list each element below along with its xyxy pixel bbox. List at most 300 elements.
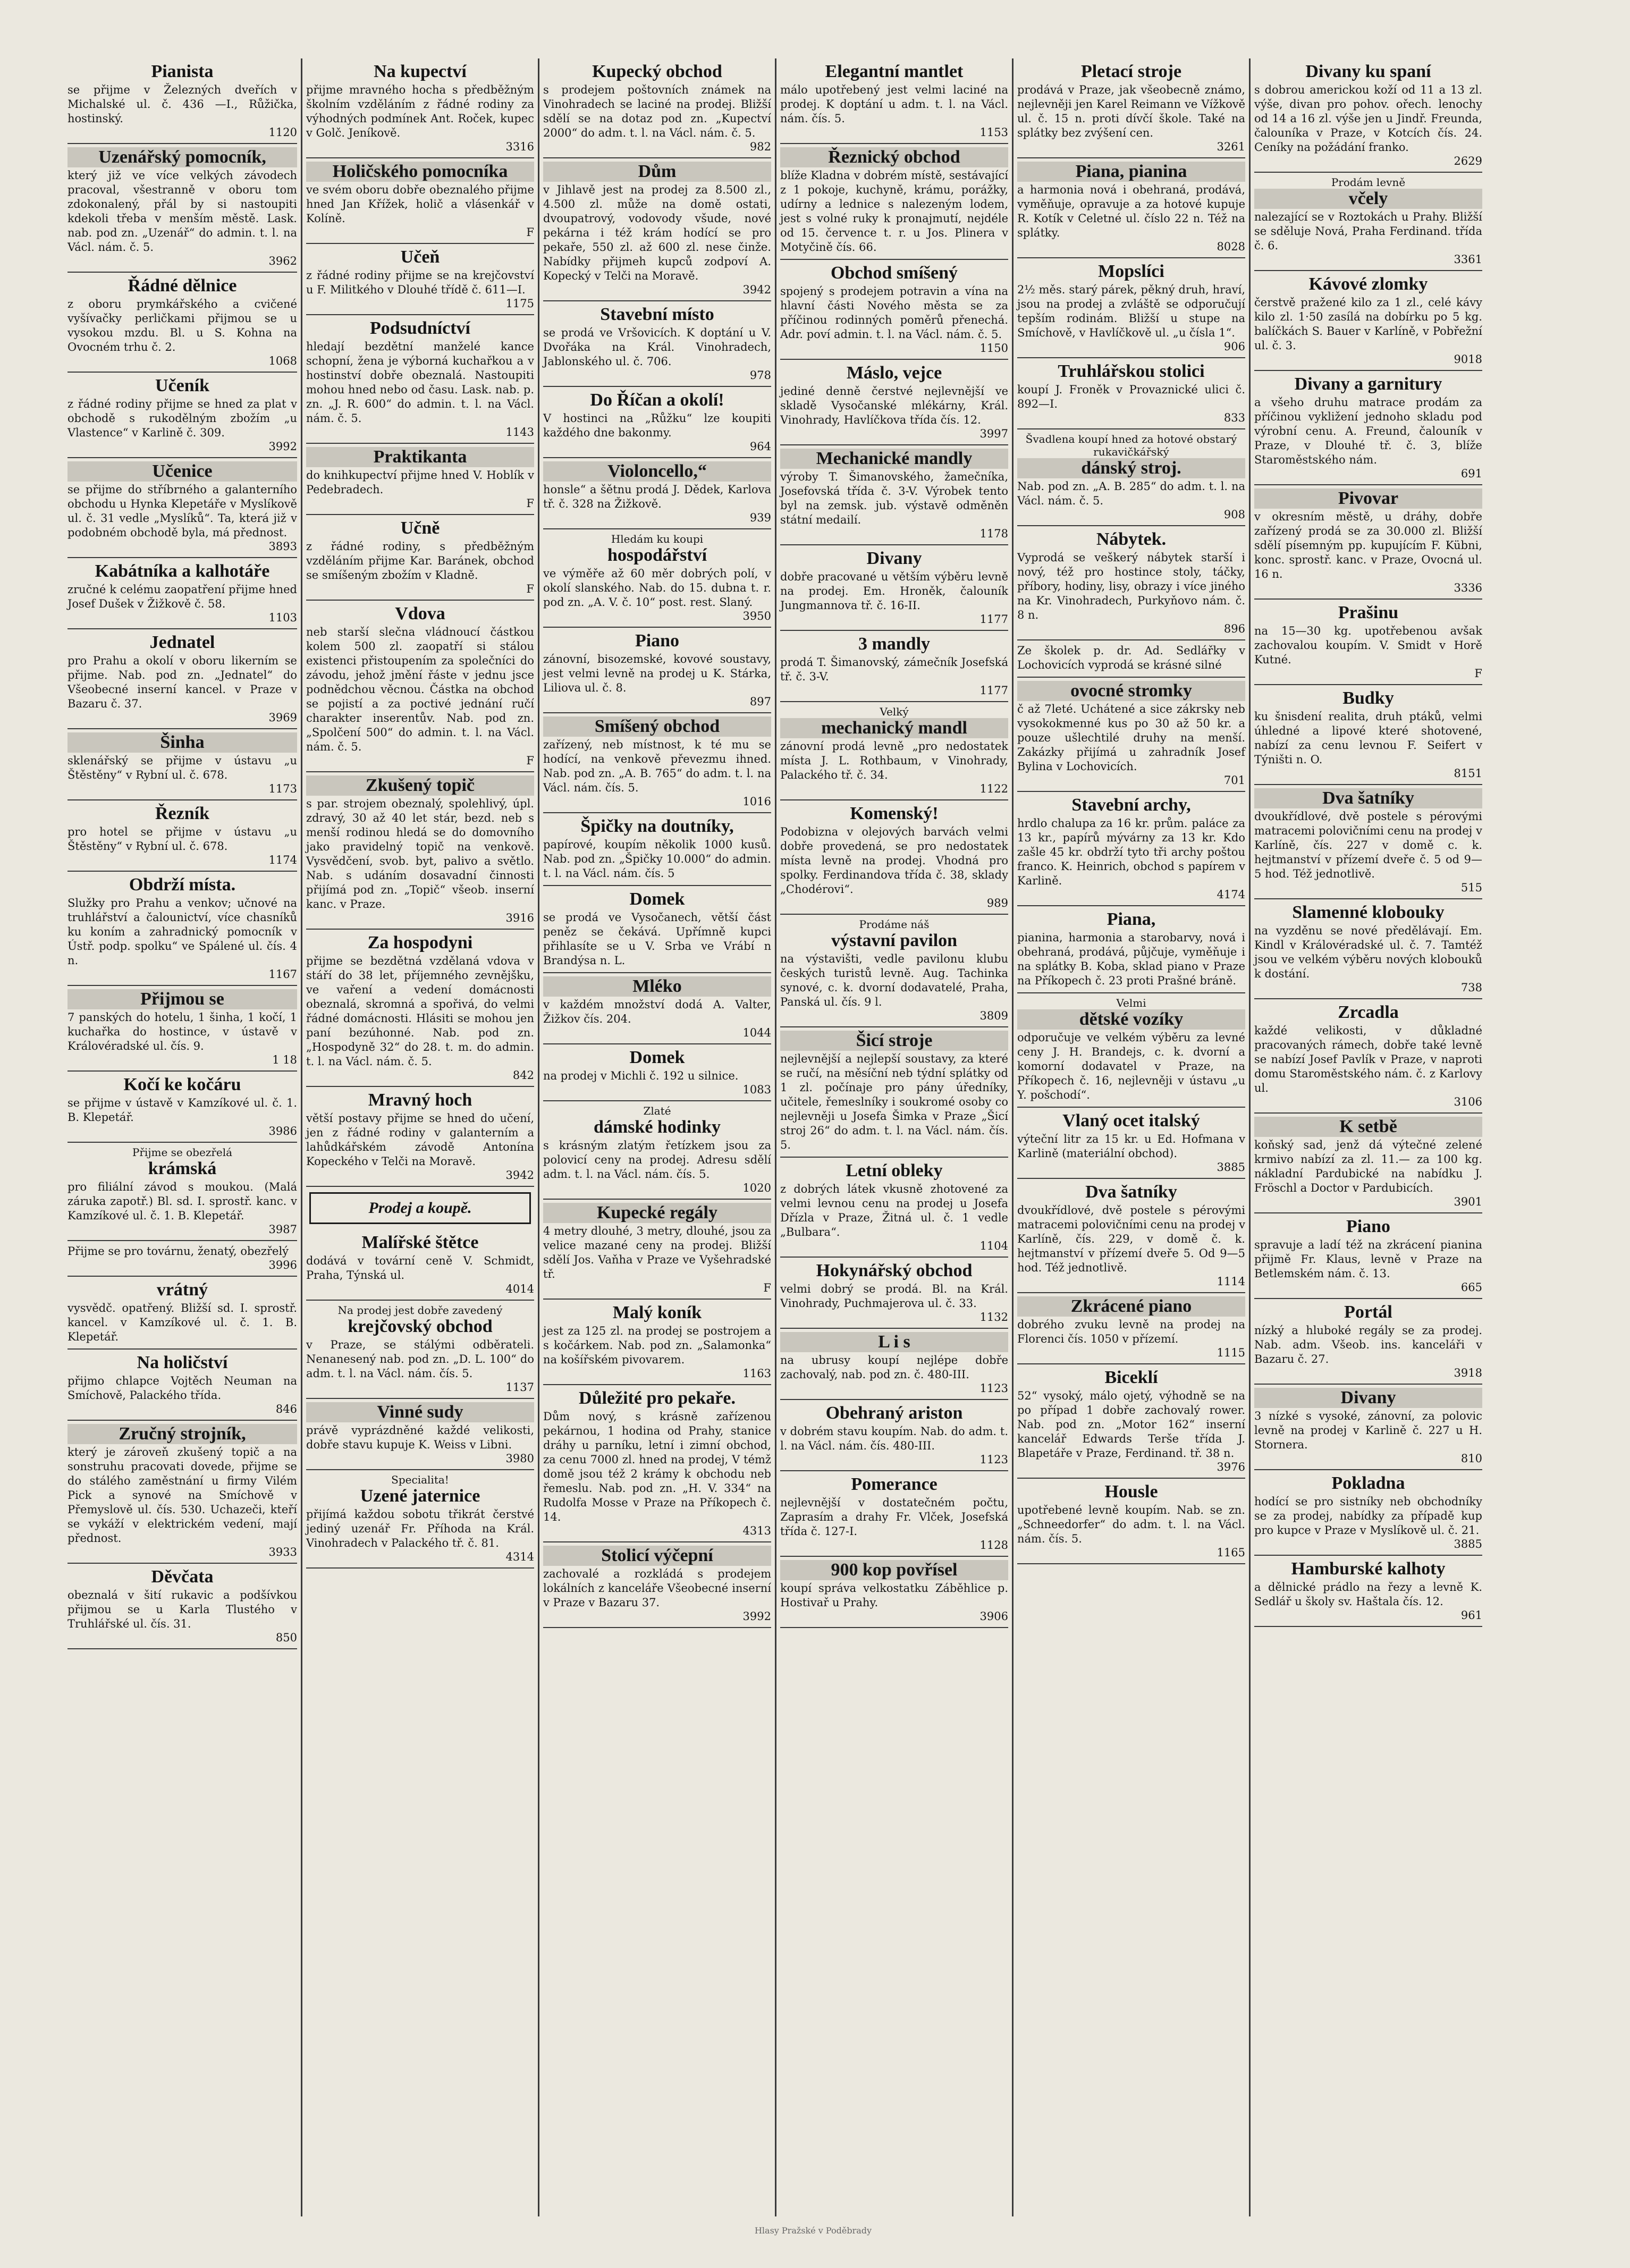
ad-title: krámská bbox=[148, 1159, 217, 1178]
ad-number: 1153 bbox=[979, 126, 1008, 139]
ad-title: dámské hodinky bbox=[593, 1117, 721, 1137]
ad-number: 691 bbox=[1460, 467, 1482, 480]
classified-ad bbox=[67, 1143, 297, 1241]
ad-text: spravuje a ladí též na zkrácení pianina přijmě Fr. Klaus, levně v Praze na Betlemském nám. č. 13. bbox=[1254, 1238, 1482, 1280]
ad-text: nalezající se v Roztokách u Prahy. Bližší se sděluje Nová, Praha Ferdinand. třída č. 6. bbox=[1254, 210, 1482, 252]
classified-ad bbox=[1017, 58, 1245, 158]
ad-title: Řezník bbox=[155, 804, 209, 823]
classified-ad bbox=[67, 144, 297, 273]
ad-title: Smíšený obchod bbox=[543, 716, 771, 737]
ad-number: 1104 bbox=[979, 1240, 1008, 1252]
classified-ad bbox=[306, 315, 534, 444]
newspaper-page bbox=[64, 58, 1563, 2236]
ad-text: velmi dobrý se prodá. Bl. na Král. Vinohrady, Puchmajerova ul. č. 33. bbox=[780, 1283, 1008, 1310]
ad-title: Podsudníctví bbox=[370, 318, 470, 338]
ad-text: nízký a hluboké regály se za prodej. Nab. adm. Všeob. ins. kanceláři v Bazaru č. 27. bbox=[1254, 1324, 1482, 1365]
ad-text: zachovalé a rozkládá s prodejem lokálních z kanceláře Všeobecné inserní v Praze v Bazaru 37. bbox=[543, 1567, 771, 1609]
classified-ad bbox=[543, 813, 771, 886]
ad-title: Uzené jaternice bbox=[360, 1486, 480, 1506]
classified-ad bbox=[1254, 685, 1482, 785]
classified-ad bbox=[543, 58, 771, 158]
ad-title: Zručný strojník, bbox=[67, 1424, 297, 1444]
ad-title: Slamenné klobouky bbox=[1292, 903, 1445, 922]
ad-number: 1175 bbox=[505, 297, 534, 310]
ad-number: F bbox=[526, 497, 534, 510]
ad-text: na 15—30 kg. upotřebenou avšak zachovalou koupím. V. Smidt v Horě Kutné. bbox=[1254, 625, 1482, 666]
page-footer: Hlasy Pražské v Poděbrady bbox=[754, 2225, 872, 2236]
classified-ad bbox=[780, 915, 1008, 1027]
ad-title: Piano bbox=[1346, 1217, 1391, 1236]
ad-number: 3987 bbox=[268, 1223, 297, 1236]
ad-title: K setbě bbox=[1254, 1117, 1482, 1137]
ad-title: Máslo, vejce bbox=[846, 363, 942, 383]
ad-number: 1165 bbox=[1217, 1546, 1245, 1559]
ad-text: a dělnické prádlo na řezy a levně K. Sedlář u školy sv. Haštala čís. 12. bbox=[1254, 1581, 1482, 1608]
ad-title: Elegantní mantlet bbox=[825, 62, 964, 81]
ad-text: obeznalá v šití rukavic a podšívkou přijmou se u Karla Tlustého v Truhlářské ul. čís. 31. bbox=[67, 1589, 297, 1630]
ad-number: 665 bbox=[1460, 1281, 1482, 1294]
ad-title: Biceklí bbox=[1104, 1368, 1158, 1387]
ad-text: s krásným zlatým řetízkem jsou za polovicí ceny na prodej. Adresu sdělí adm. t. l. na Václ. nám. čís. 5. bbox=[543, 1139, 771, 1181]
ad-text: zařízený, neb místnost, k té mu se hodící, na venkově převezmu ihned. Nab. pod zn. „A. B. 765“ do adm. t. l. na Václ. nám. čís. 5. bbox=[543, 738, 771, 794]
ad-text: z oboru prymkářského a cvičené vyšívačky perličkami přijmou se u vysokou mzdu. Bl. u S. Kohna na Ovocném trhu č. 2. bbox=[67, 298, 297, 353]
ad-number: 833 bbox=[1223, 411, 1245, 424]
classified-ad bbox=[543, 1101, 771, 1200]
ad-title: Stavební místo bbox=[600, 305, 714, 324]
classified-ad bbox=[306, 1399, 534, 1470]
ad-text: Ze školek p. dr. Ad. Sedlářky v Lochovicích vyprodá se krásné silné bbox=[1017, 644, 1245, 671]
ad-title: Kupecký obchod bbox=[592, 62, 722, 81]
ad-title: Kabátníka a kalhotáře bbox=[95, 561, 270, 581]
classified-ad bbox=[543, 1044, 771, 1101]
classified-ad bbox=[1254, 1213, 1482, 1299]
ad-number: 978 bbox=[749, 369, 771, 382]
column-4 bbox=[775, 58, 1012, 2216]
ad-number: 3893 bbox=[268, 540, 297, 553]
ad-title: Na kupectví bbox=[374, 62, 467, 81]
ad-number: 906 bbox=[1223, 340, 1245, 353]
ad-text: v Praze, se stálými odběrateli. Nenanesený nab. pod zn. „D. L. 100“ do adm. t. l. na Václ. nám. čís. 5. bbox=[306, 1338, 534, 1380]
ad-text: přijmo chlapce Vojtěch Neuman na Smíchově, Palackého třída. bbox=[67, 1375, 297, 1402]
ad-text: Podobizna v olejových barvách velmi dobře provedená, se pro nedostatek místa levně na prodej. Vhodná pro spolky. Ferdinandova třída č. 38, sklady „Chodérovi“. bbox=[780, 825, 1008, 896]
ad-number: 3942 bbox=[505, 1169, 534, 1182]
ad-number: 701 bbox=[1223, 774, 1245, 787]
ad-title: dánský stroj. bbox=[1017, 458, 1245, 478]
classified-ad bbox=[67, 729, 297, 800]
ad-number: 8151 bbox=[1454, 767, 1482, 780]
classified-ad bbox=[67, 1277, 297, 1350]
ad-text: koňský sad, jenž dá výtečné zelené krmivo nabízí za zl. 11.— za 100 kg. nákladní Pardubické na nabídku J. Fröschl a Doctor v Pardubicích. bbox=[1254, 1139, 1482, 1194]
ad-text: s dobrou americkou koží od 11 a 13 zl. výše, divan pro pohov. ořech. lenochy od 14 a 16 zl. výše jen u Jindř. Freunda, čalouníka v Praze, v Kotcích čís. 24. Ceníky na požádání franko. bbox=[1254, 83, 1482, 154]
ad-title: Piana, pianina bbox=[1017, 162, 1245, 182]
ad-number: 3976 bbox=[1217, 1461, 1245, 1473]
ad-number: F bbox=[526, 583, 534, 595]
classified-ad bbox=[1254, 600, 1482, 685]
ad-title: Uzenářský pomocník, bbox=[67, 147, 297, 167]
classified-ad bbox=[543, 628, 771, 713]
ad-number: 3316 bbox=[505, 140, 534, 153]
ad-number: 4313 bbox=[742, 1524, 771, 1537]
ad-text: z řádné rodiny přijme se na krejčovství u F. Militkého v Dlouhé třídě č. 611—I. bbox=[306, 269, 534, 296]
ad-number: 9018 bbox=[1454, 353, 1482, 366]
ad-number: 3997 bbox=[979, 427, 1008, 440]
classified-ad bbox=[306, 58, 534, 158]
classified-ad bbox=[1254, 1385, 1482, 1470]
ad-number: 964 bbox=[749, 440, 771, 453]
ad-text: nejlevnější v dostatečném počtu, Zaprasím a drahy Fr. Vlček, Josefská třída č. 127-I. bbox=[780, 1496, 1008, 1538]
ad-number: 4174 bbox=[1217, 888, 1245, 901]
ad-text: jest za 125 zl. na prodej se postrojem a s kočárkem. Nab. pod zn. „Salamonka“ na košířském pivovarem. bbox=[543, 1325, 771, 1366]
ad-title: Hokynářský obchod bbox=[816, 1261, 973, 1280]
ad-title: Violoncello,“ bbox=[543, 461, 771, 482]
ad-number: 1143 bbox=[505, 426, 534, 439]
classified-ad bbox=[1254, 785, 1482, 899]
ad-number: 1177 bbox=[979, 613, 1008, 626]
classified-ad bbox=[306, 1087, 534, 1187]
classified-ad bbox=[543, 1542, 771, 1628]
ad-title: mechanický mandl bbox=[780, 718, 1008, 738]
ad-text: prodá T. Šimanovský, zámečník Josefská tř. č. 3-V. bbox=[780, 656, 1008, 683]
ad-text: dodává v tovární ceně V. Schmidt, Praha, Týnská ul. bbox=[306, 1254, 534, 1281]
classified-ad bbox=[1017, 678, 1245, 792]
ad-title: Vdova bbox=[395, 604, 445, 623]
classified-ad bbox=[780, 545, 1008, 631]
ad-title: Budky bbox=[1342, 688, 1394, 708]
classified-ad bbox=[1254, 899, 1482, 999]
ad-number: 1016 bbox=[742, 795, 771, 808]
classified-ad bbox=[543, 301, 771, 387]
ad-title: krejčovský obchod bbox=[348, 1317, 493, 1336]
ad-text: Vyprodá se veškerý nábytek starší i nový, též pro hostince stoly, táčky, příbory, hodiny, lisy, obrazy i více jiného na Kr. Vinohradech, Purkyňovo nám. č. 8 n. bbox=[1017, 551, 1245, 621]
classified-ad bbox=[1017, 526, 1245, 640]
ad-number: F bbox=[526, 226, 534, 239]
ad-title: Prašinu bbox=[1338, 603, 1399, 622]
ad-text: dobrého zvuku levně na prodej na Florenci čís. 1050 v přízemí. bbox=[1017, 1318, 1245, 1345]
ad-text: právě vyprázdněné každé velikosti, dobře stavu kupuje K. Weiss v Libni. bbox=[306, 1424, 534, 1451]
ad-text: větší postavy přijme se hned do učení, jen z řádné rodiny v galanterním a lahůdkářském závodě Antonína Kopeckého v Telči na Moravě. bbox=[306, 1112, 534, 1168]
ad-title: Divany bbox=[866, 549, 922, 568]
classified-ad bbox=[1017, 792, 1245, 906]
classified-ad bbox=[67, 629, 297, 729]
ad-text: v Jihlavě jest na prodej za 8.500 zl., 4.500 zl. může na domě ostati, dvoupatrový, vodovody všude, nové pekárna i též krám hodící se pro pekaře, 550 zl. až 600 zl. nese činže. Nabídky přijmeh kupců zodpoví A. Kopecký v Telči na Moravě. bbox=[543, 183, 771, 282]
classified-ad bbox=[1254, 271, 1482, 371]
ad-text: z dobrých látek vkusně zhotovené za velmi levnou cenu na prodej u Josefa Dřízla v Praze, Žitná ul. č. 1 vedle „Bulbara“. bbox=[780, 1183, 1008, 1238]
ad-title: Nábytek. bbox=[1096, 529, 1167, 549]
classified-ad bbox=[306, 930, 534, 1087]
ad-number: 908 bbox=[1223, 508, 1245, 521]
ad-title: Řádné dělnice bbox=[128, 276, 237, 296]
column-6 bbox=[1249, 58, 1486, 2216]
ad-title: Učenice bbox=[67, 461, 297, 482]
classified-ad bbox=[1017, 993, 1245, 1108]
ad-pretitle: Specialita! bbox=[391, 1473, 449, 1486]
ad-number: 1120 bbox=[268, 126, 297, 139]
classified-ad bbox=[67, 273, 297, 373]
ad-title: Učně bbox=[400, 518, 440, 538]
classified-ad bbox=[780, 144, 1008, 260]
ad-text: vysvědč. opatřený. Bližší sd. I. sprostř. kancel. v Kamzíkové ul. č. 1. B. Klepetář. bbox=[67, 1302, 297, 1343]
ad-title: Piana, bbox=[1107, 909, 1156, 929]
classified-ad bbox=[1017, 1179, 1245, 1293]
classified-ad bbox=[1254, 173, 1482, 271]
ad-number: 3950 bbox=[742, 610, 771, 622]
ad-number: 3336 bbox=[1454, 581, 1482, 594]
classified-ad bbox=[543, 713, 771, 813]
ad-text: na ubrusy koupí nejlépe dobře zachovalý, nab. pod zn. č. 480-III. bbox=[780, 1354, 1008, 1381]
classified-ad bbox=[543, 529, 771, 628]
ad-number: 810 bbox=[1460, 1452, 1482, 1465]
ad-title: hospodářství bbox=[607, 545, 707, 565]
ad-title: Kočí ke kočáru bbox=[123, 1075, 241, 1094]
ad-text: spojený s prodejem potravin a vína na hlavní části Nového města se za příčinou rodinných poměrů přenechá. Adr. poví admin. t. l. na Václ. nám. č. 5. bbox=[780, 285, 1008, 341]
ad-text: nejlevnější a nejlepší soustavy, za které se ručí, na měsíční neb týdní splátky od 1 zl. počínaje pro pány úředníky, učitele, řemeslníky i soukromé osoby co nejlevněji u Josefa Šimka v Praze „Šicí stroj 26“ do adm. t. l. na Václ. nám. čís. 5. bbox=[780, 1052, 1008, 1151]
ad-title: vrátný bbox=[156, 1280, 208, 1300]
ad-title: Učeník bbox=[155, 376, 209, 395]
classified-ad bbox=[1254, 485, 1482, 600]
ad-text: č až 7leté. Uchátené a sice zákrsky neb vysokokmenné kus po 30 až 50 kr. a pouze ušlechtilé druhy na menší. Zakázky přijímá u zahradník Josef Bylina v Lochovicích. bbox=[1017, 703, 1245, 773]
ad-number: 846 bbox=[275, 1403, 297, 1415]
ad-number: 961 bbox=[1460, 1609, 1482, 1622]
classified-ad bbox=[67, 558, 297, 629]
ad-number: 989 bbox=[986, 897, 1008, 909]
ad-number: 4314 bbox=[505, 1550, 534, 1563]
ad-number: 896 bbox=[1223, 622, 1245, 635]
classified-ad bbox=[780, 445, 1008, 545]
ad-number: 515 bbox=[1460, 881, 1482, 894]
ad-number: 1020 bbox=[742, 1182, 771, 1194]
classified-ad bbox=[1254, 1556, 1482, 1627]
classified-ad bbox=[1254, 58, 1482, 173]
column-1 bbox=[64, 58, 301, 2216]
classified-ad bbox=[306, 1470, 534, 1569]
ad-title: Komenský! bbox=[850, 804, 939, 823]
ad-title: Pivovar bbox=[1254, 488, 1482, 509]
ad-text: upotřebené levně koupím. Nab. se zn. „Schneedorfer“ do adm. t. l. na Václ. nám. čís. 5. bbox=[1017, 1504, 1245, 1545]
ad-number: 1103 bbox=[268, 611, 297, 624]
ad-text: dobře pracované u větším výběru levně na prodej. Em. Hroněk, čalouník Jungmannova tř. č. 16-II. bbox=[780, 570, 1008, 612]
classified-ad bbox=[306, 1229, 534, 1301]
ad-pretitle: Hledám ku koupi bbox=[611, 533, 704, 545]
classified-ad bbox=[67, 1072, 297, 1143]
classified-ad bbox=[1017, 358, 1245, 429]
ad-title: Zrcadla bbox=[1338, 1002, 1399, 1022]
ad-text: čerstvě pražené kilo za 1 zl., celé kávy kilo zl. 1·50 zasílá na dobírku po 5 kg. balíčkách S. Bauer v Karlíně, v Pobřežní ul. č. 3. bbox=[1254, 296, 1482, 352]
ad-title: Pletací stroje bbox=[1080, 62, 1182, 81]
classified-ad bbox=[1254, 1114, 1482, 1213]
ad-text: v každém množství dodá A. Valter, Žižkov čís. 204. bbox=[543, 998, 771, 1025]
ad-title: Pianista bbox=[151, 62, 214, 81]
ad-text: ve svém oboru dobře obeznalého přijme hned Jan Křížek, holič a vlásenkář v Kolíně. bbox=[306, 183, 534, 225]
ad-text: se přijme v ústavě v Kamzíkové ul. č. 1. B. Klepetář. bbox=[67, 1097, 297, 1124]
ad-title: Důležité pro pekaře. bbox=[579, 1388, 736, 1408]
ad-number: 3992 bbox=[268, 440, 297, 453]
classified-ad bbox=[780, 800, 1008, 915]
ad-text: koupí J. Froněk v Provaznické ulici č. 892—I. bbox=[1017, 383, 1245, 410]
ad-number: 3885 bbox=[1217, 1161, 1245, 1174]
classified-ad bbox=[1254, 371, 1482, 485]
classified-ad bbox=[67, 1241, 297, 1277]
classified-ad bbox=[67, 872, 297, 986]
ad-number: 3918 bbox=[1454, 1367, 1482, 1379]
ad-number: 1115 bbox=[1217, 1346, 1245, 1359]
ad-title: Jednatel bbox=[149, 633, 215, 652]
section-banner: Prodej a koupě. bbox=[309, 1192, 531, 1224]
classified-ad bbox=[1254, 1299, 1482, 1385]
ad-title: Dům bbox=[543, 162, 771, 182]
classified-ad bbox=[306, 158, 534, 244]
ad-number: F bbox=[763, 1281, 771, 1294]
ad-text: papírové, koupím několik 1000 kusů. Nab. pod zn. „Špičky 10.000“ do admin. t. l. na Václ. nám. čís. 5 bbox=[543, 838, 771, 880]
ad-text: se přijme do stříbrného a galanterního obchodu u Hynka Klepetáře v Myslíkově ul. č. 31 vedle „Myslíků“. Ta, která již v podobném obchodě byla, má přednost. bbox=[67, 483, 297, 539]
ad-number: 3969 bbox=[268, 711, 297, 724]
ad-columns bbox=[64, 58, 1563, 2216]
classified-ad bbox=[67, 1350, 297, 1421]
classified-ad bbox=[1017, 906, 1245, 993]
ad-text: výteční litr za 15 kr. u Ed. Hofmana v Karlině (materiální obchod). bbox=[1017, 1133, 1245, 1160]
ad-title: Divany bbox=[1254, 1388, 1482, 1408]
classified-ad bbox=[1017, 258, 1245, 358]
ad-number: 3986 bbox=[268, 1125, 297, 1137]
ad-text: V hostinci na „Růžku“ lze koupiti každého dne bakonmy. bbox=[543, 412, 771, 439]
ad-text: hledají bezdětní manželé kance schopní, žena je výborná kuchařkou a v hostinství dobře obeznalá. Nastoupiti mohou hned nebo od času. Lask. nab. p. zn. „J. R. 600“ do admin. t. l. na Václ. nám. č. 5. bbox=[306, 340, 534, 425]
ad-text: 4 metry dlouhé, 3 metry, dlouhé, jsou za velice mazané ceny na prodej. Bližší sdělí Jos. Vaňha v Praze ve Vyšehradské tř. bbox=[543, 1225, 771, 1280]
ad-title: Mechanické mandly bbox=[780, 449, 1008, 469]
ad-pretitle: Zlaté bbox=[643, 1105, 671, 1117]
ad-number: F bbox=[526, 754, 534, 767]
ad-number: 1114 bbox=[1217, 1275, 1245, 1288]
ad-title: včely bbox=[1254, 189, 1482, 209]
ad-number: 1137 bbox=[505, 1381, 534, 1394]
ad-number: 1132 bbox=[979, 1311, 1008, 1323]
ad-title: Mravný hoch bbox=[368, 1090, 472, 1110]
classified-ad bbox=[780, 1258, 1008, 1329]
ad-pretitle: Prodáme náš bbox=[859, 918, 930, 931]
classified-ad bbox=[543, 1200, 771, 1300]
classified-ad bbox=[306, 601, 534, 772]
ad-text: s par. strojem obeznalý, spolehlivý, úpl. zdravý, 30 až 40 let stár, bezd. neb s menší rodinou hledá se do domovního jako pravidelný topič na venkově. Vysvědčení, svob. byt, palivo a světlo. Nab. s udáním dosavadní činnosti přijímá pod zn. „Topič“ všeob. inserní kanc. v Praze. bbox=[306, 797, 534, 910]
classified-ad bbox=[1017, 158, 1245, 258]
ad-pretitle: Velmi bbox=[1116, 997, 1146, 1009]
ad-text: 2½ měs. starý párek, pěkný druh, hraví, jsou na prodej a zvláště se odporučují tepším rodinám. Bližší u stupe na Smíchově, v Havlíčkově ul. „u čísla 1“. bbox=[1017, 283, 1245, 339]
ad-pretitle: Prodám levně bbox=[1331, 176, 1406, 189]
ad-title: Vinné sudy bbox=[306, 1402, 534, 1422]
ad-text: Nab. pod zn. „A. B. 285“ do adm. t. l. na Václ. nám. č. 5. bbox=[1017, 480, 1245, 507]
classified-ad bbox=[543, 458, 771, 529]
ad-title: výstavní pavilon bbox=[831, 931, 958, 950]
classified-ad bbox=[543, 387, 771, 458]
classified-ad bbox=[780, 1400, 1008, 1471]
ad-title: Holičského pomocníka bbox=[306, 162, 534, 182]
classified-ad bbox=[306, 444, 534, 515]
ad-title: Dva šatníky bbox=[1085, 1182, 1177, 1202]
classified-ad bbox=[1017, 1293, 1245, 1364]
ad-text: se prodá ve Vršovicích. K doptání u V. Dvořáka na Král. Vinohradech, Jablonského ul. č. 706. bbox=[543, 326, 771, 368]
ad-title: Vlaný ocet italský bbox=[1062, 1111, 1200, 1131]
ad-number: 1173 bbox=[268, 782, 297, 795]
ad-number: 3901 bbox=[1454, 1195, 1482, 1208]
ad-text: výroby T. Šimanovského, žamečníka, Josefovská třída č. 3-V. Výrobek tento byl na zemsk. jub. výstavě odměněn státní medailí. bbox=[780, 470, 1008, 526]
ad-text: 3 nízké s vysoké, zánovní, za polovic levně na prodej v Karlině č. 227 u H. Stornera. bbox=[1254, 1410, 1482, 1451]
ad-text: se přijme v Železných dveřích v Michalské ul. č. 436 —I., Růžička, hostinský. bbox=[67, 83, 297, 125]
classified-ad bbox=[1017, 640, 1245, 678]
ad-title: Šinha bbox=[67, 732, 297, 753]
ad-number: 3980 bbox=[505, 1452, 534, 1465]
ad-title: Truhlářskou stolici bbox=[1058, 361, 1205, 381]
ad-text: dvoukřídlové, dvě postele s pérovými matracemi polovičními cenu na prodej v Karlíně, čís. 229, v domě č. k. hejtmanství v přízemí dveře 5. Od 9—5 hod. Též jednotlivě. bbox=[1017, 1204, 1245, 1274]
ad-number: 738 bbox=[1460, 981, 1482, 994]
ad-number: 897 bbox=[749, 695, 771, 708]
ad-title: Děvčata bbox=[151, 1567, 214, 1587]
ad-text: na prodej v Michli č. 192 u silnice. bbox=[543, 1069, 739, 1082]
classified-ad bbox=[780, 58, 1008, 144]
ad-title: Praktikanta bbox=[306, 447, 534, 467]
ad-title: Zkrácené piano bbox=[1017, 1296, 1245, 1317]
classified-ad bbox=[780, 360, 1008, 445]
classified-ad bbox=[1254, 999, 1482, 1114]
ad-text: na výstavišti, vedle pavilonu klubu českých turistů levně. Aug. Tachinka synové, c. k. dvorní dodavatelé, Praha, Panská ul. čís. 9 l. bbox=[780, 952, 1008, 1008]
ad-text: sklenářský se přijme v ústavu „u Štěstěny“ v Rybní ul. č. 678. bbox=[67, 754, 297, 781]
classified-ad bbox=[780, 1471, 1008, 1557]
ad-title: Obehraný ariston bbox=[825, 1403, 963, 1423]
ad-text: zánovní prodá levně „pro nedostatek místa J. L. Rothbaum, v Vinohrady, Palackého tř. č. 34. bbox=[780, 740, 1008, 781]
ad-text: honsle“ a šětnu prodá J. Dědek, Karlova tř. č. 328 na Žižkově. bbox=[543, 483, 771, 510]
ad-number: 842 bbox=[512, 1069, 534, 1082]
ad-number: 1167 bbox=[268, 968, 297, 981]
ad-title: Na holičství bbox=[137, 1353, 228, 1372]
classified-ad bbox=[780, 260, 1008, 360]
ad-title: Divany ku spaní bbox=[1305, 62, 1431, 81]
ad-text: Dům nový, s krásně zařízenou pekárnou, 1 hodina od Prahy, stanice dráhy u parníku, letní i zimní obchod, za cenu 7000 zl. hned na prodej, V témž domě jsou též 2 krámy k obchodu neb řemeslu. Nab. pod zn. „H. V. 334“ na Rudolfa Mosse v Praze na Příkopech č. 14. bbox=[543, 1410, 771, 1523]
ad-text: 7 panských do hotelu, 1 šinha, 1 kočí, 1 kuchařka do hostince, v ústavě v Královéradské ul. čís. 9. bbox=[67, 1011, 297, 1052]
classified-ad bbox=[543, 158, 771, 301]
ad-number: 3992 bbox=[742, 1610, 771, 1623]
ad-title: Pomerance bbox=[851, 1474, 938, 1494]
classified-ad bbox=[67, 1421, 297, 1564]
classified-ad bbox=[306, 515, 534, 601]
ad-text: každé velikosti, v důkladné pracovaných rámech, dobře také levně se nabízí Josef Pavlík v Praze, v naproti domu Staroměstského nám. č. z Karlovy ul. bbox=[1254, 1024, 1482, 1094]
ad-title: Housle bbox=[1104, 1482, 1158, 1502]
ad-text: ku šnisdení realita, druh ptáků, velmi úhledné a lipové které shotovené, nabízí za cenu levnou F. Seifert v Týništi n. O. bbox=[1254, 710, 1482, 766]
ad-title: Mopslíci bbox=[1098, 262, 1164, 281]
ad-text: v dobrém stavu koupím. Nab. do adm. t. l. na Václ. nám. čís. 480-III. bbox=[780, 1425, 1008, 1452]
ad-title: Domek bbox=[629, 1048, 685, 1067]
ad-text: který je zároveň zkušený topič a na sonstruhu pracovati dovede, přijme se do stálého zaměstnání u firmy Vilém Pick a synové na Smíchově v Přemyslově ul. čís. 530. Uchazeči, kteří se vykáží v elektrickém vedení, mají přednost. bbox=[67, 1446, 297, 1545]
ad-number: 1178 bbox=[979, 527, 1008, 540]
ad-title: Přijmou se bbox=[67, 989, 297, 1009]
column-5 bbox=[1012, 58, 1249, 2216]
ad-number: 1122 bbox=[979, 782, 1008, 795]
classified-ad bbox=[306, 1301, 534, 1399]
ad-title: Špičky na doutníky, bbox=[580, 816, 734, 836]
ad-number: 850 bbox=[275, 1631, 297, 1644]
ad-title: Do Říčan a okolí! bbox=[590, 390, 724, 410]
ad-number: 1044 bbox=[742, 1026, 771, 1039]
classified-ad bbox=[306, 772, 534, 930]
ad-number: 2629 bbox=[1454, 155, 1482, 167]
ad-text: a všeho druhu matrace prodám za příčinou vykližení jednoho skladu pod výrobní cenu. A. Freund, čalouník v Praze, v Dlouhé tř. č. 3, blíže Staroměstského nám. bbox=[1254, 396, 1482, 466]
ad-text: málo upotřebený jest velmi laciné na prodej. K doptání u adm. t. l. na Václ. nám. čís. 5. bbox=[780, 83, 1008, 125]
ad-title: Letní obleky bbox=[846, 1161, 943, 1181]
ad-title: Obchod smíšený bbox=[831, 263, 958, 283]
ad-text: pro hotel se přijme v ústavu „u Štěstěny“ v Rybní ul. č. 678. bbox=[67, 825, 297, 853]
ad-text: z řádné rodiny, s předběžným vzděláním přijme Kar. Baránek, obchod se smíšeným zbožím v Kladně. bbox=[306, 540, 534, 581]
ad-title: Divany a garnitury bbox=[1294, 374, 1442, 394]
classified-ad bbox=[1017, 429, 1245, 526]
ad-title: Řeznický obchod bbox=[780, 147, 1008, 167]
ad-number: 3996 bbox=[268, 1259, 297, 1271]
ad-text: odporučuje ve velkém výběru za levné ceny J. H. Brandejs, c. k. dvorní a komorní dodavatel v Praze, na Příkopech č. 16, nejlevněji v ústavu „u Y. pošchodí“. bbox=[1017, 1031, 1245, 1101]
ad-title: Stolicí výčepní bbox=[543, 1546, 771, 1566]
